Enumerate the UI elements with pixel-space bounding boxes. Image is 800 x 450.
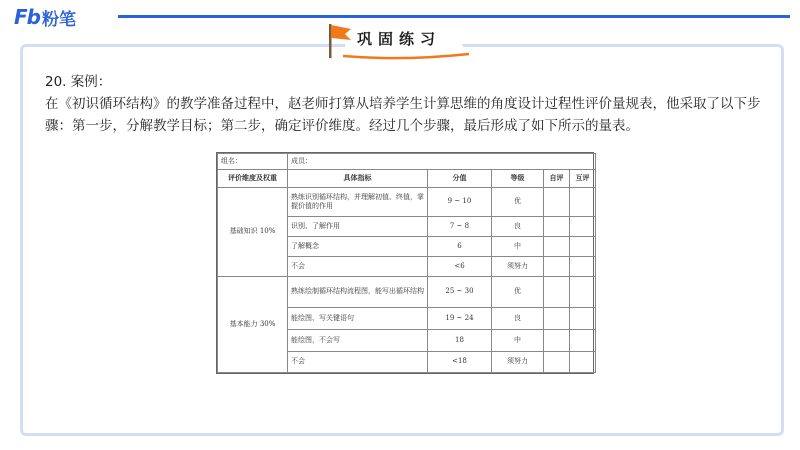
grade-cell: 中 bbox=[492, 329, 544, 351]
grade-cell: 须努力 bbox=[492, 351, 544, 372]
peer-eval-cell[interactable] bbox=[570, 257, 596, 277]
dimension-cell: 基本能力 30% bbox=[218, 277, 288, 373]
self-eval-cell[interactable] bbox=[544, 217, 570, 237]
indicator-cell: 熟练识别循环结构，并理解初值、终值，掌握价值的作用 bbox=[288, 187, 428, 216]
score-cell: 6 bbox=[428, 237, 492, 257]
brand-logo bbox=[14, 5, 76, 29]
logo-text: 粉笔 bbox=[41, 9, 76, 30]
score-cell: <6 bbox=[428, 257, 492, 277]
grade-cell: 中 bbox=[492, 237, 544, 257]
header-peer-eval: 互评 bbox=[570, 169, 596, 187]
indicator-cell: 能绘图，不会写 bbox=[288, 329, 428, 351]
peer-eval-cell[interactable] bbox=[570, 329, 596, 351]
self-eval-cell[interactable] bbox=[544, 329, 570, 351]
score-cell: 9 ~ 10 bbox=[428, 187, 492, 216]
question-body: 在《初识循环结构》的教学准备过程中，赵老师打算从培养学生计算思维的角度设计过程性评价量规表，他采取了以下步骤：第一步，分解教学目标；第二步，确定评价维度。经过几个步骤，最后形成了如下所示的量表。 bbox=[45, 96, 761, 134]
question-number: 20. 案例： bbox=[45, 74, 112, 90]
peer-eval-cell[interactable] bbox=[570, 217, 596, 237]
grade-cell: 优 bbox=[492, 187, 544, 216]
logo-mark: Fb bbox=[14, 5, 40, 29]
table-row bbox=[218, 187, 596, 216]
header-grade: 等级 bbox=[492, 169, 544, 187]
self-eval-cell[interactable] bbox=[544, 257, 570, 277]
header-indicator: 具体指标 bbox=[288, 169, 428, 187]
peer-eval-cell[interactable] bbox=[570, 187, 596, 216]
grade-cell: 良 bbox=[492, 307, 544, 329]
indicator-cell: 熟练绘制循环结构流程图，能写出循环结构 bbox=[288, 277, 428, 308]
group-name-label: 组名： bbox=[218, 154, 288, 170]
header-self-eval: 自评 bbox=[544, 169, 570, 187]
score-cell: 25 ~ 30 bbox=[428, 277, 492, 308]
self-eval-cell[interactable] bbox=[544, 187, 570, 216]
banner-title: 巩固练习 bbox=[357, 30, 442, 48]
section-banner bbox=[323, 20, 473, 62]
self-eval-cell[interactable] bbox=[544, 277, 570, 308]
member-label: 成员： bbox=[288, 154, 596, 170]
header-divider bbox=[118, 15, 790, 18]
indicator-cell: 了解概念 bbox=[288, 237, 428, 257]
header-dimension: 评价维度及权重 bbox=[218, 169, 288, 187]
self-eval-cell[interactable] bbox=[544, 307, 570, 329]
indicator-cell: 不会 bbox=[288, 351, 428, 372]
grade-cell: 优 bbox=[492, 277, 544, 308]
score-cell: 19 ~ 24 bbox=[428, 307, 492, 329]
table-header-row bbox=[218, 169, 596, 187]
header-score: 分值 bbox=[428, 169, 492, 187]
peer-eval-cell[interactable] bbox=[570, 237, 596, 257]
peer-eval-cell[interactable] bbox=[570, 351, 596, 372]
peer-eval-cell[interactable] bbox=[570, 307, 596, 329]
peer-eval-cell[interactable] bbox=[570, 277, 596, 308]
grade-cell: 良 bbox=[492, 217, 544, 237]
score-cell: 7 ~ 8 bbox=[428, 217, 492, 237]
evaluation-rubric-table bbox=[216, 152, 594, 374]
indicator-cell: 能绘图、写关键语句 bbox=[288, 307, 428, 329]
indicator-cell: 识别、了解作用 bbox=[288, 217, 428, 237]
indicator-cell: 不会 bbox=[288, 257, 428, 277]
self-eval-cell[interactable] bbox=[544, 351, 570, 372]
self-eval-cell[interactable] bbox=[544, 237, 570, 257]
score-cell: 18 bbox=[428, 329, 492, 351]
table-row bbox=[218, 277, 596, 308]
dimension-cell: 基础知识 10% bbox=[218, 187, 288, 276]
grade-cell: 须努力 bbox=[492, 257, 544, 277]
score-cell: <18 bbox=[428, 351, 492, 372]
